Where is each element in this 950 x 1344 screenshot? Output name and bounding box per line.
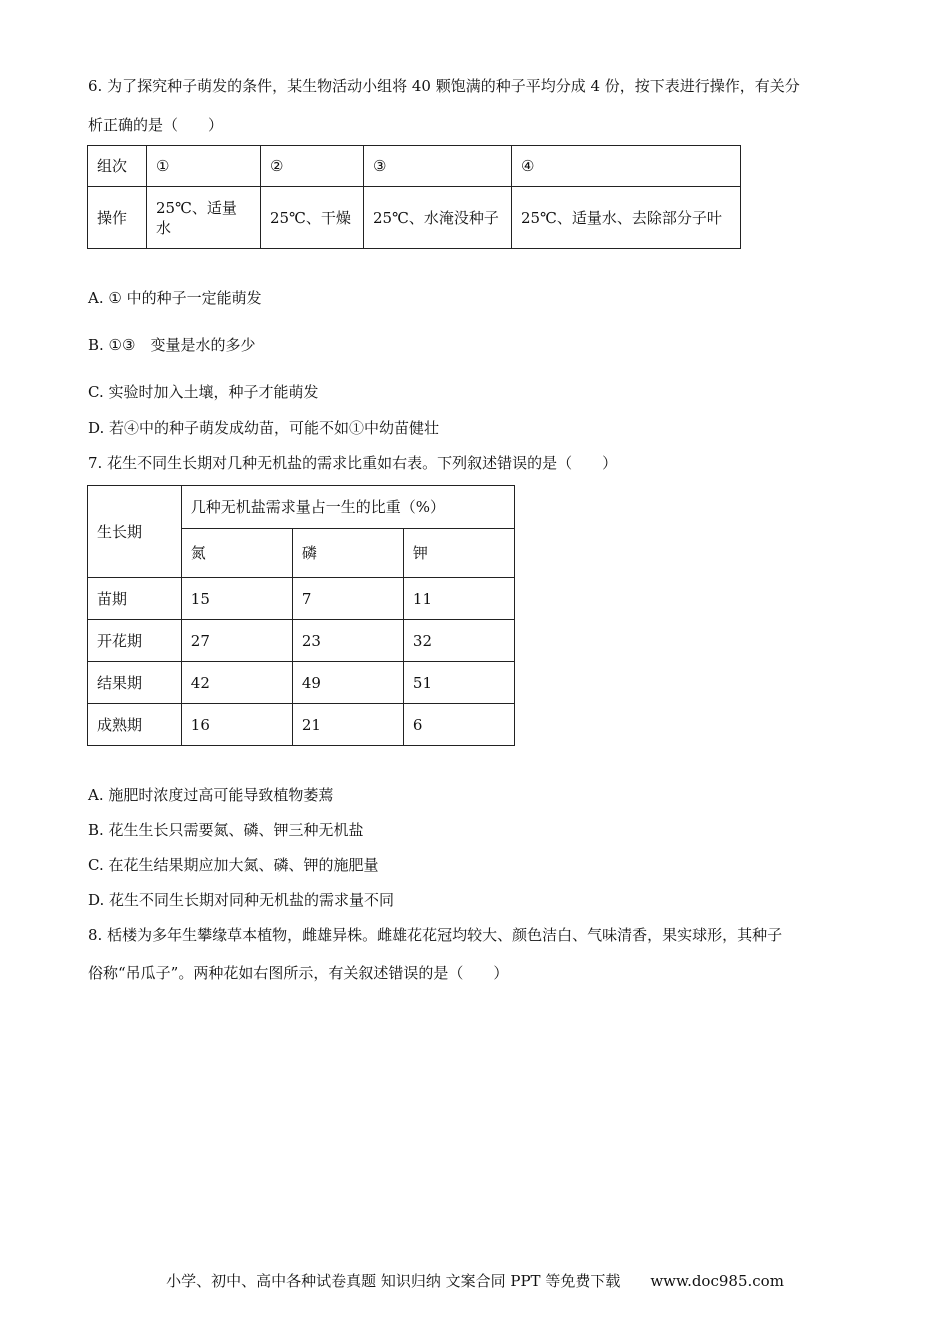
table-cell: ② xyxy=(261,146,364,187)
table-row xyxy=(88,620,515,662)
q6-option-b: B. ①③ 变量是水的多少 xyxy=(88,336,256,354)
column-header-cell: 氮 xyxy=(181,529,292,578)
value-cell: 49 xyxy=(292,662,403,704)
table-cell: ④ xyxy=(512,146,741,187)
value-cell: 32 xyxy=(403,620,514,662)
stage-cell: 成熟期 xyxy=(88,704,182,746)
value-cell: 23 xyxy=(292,620,403,662)
table-row xyxy=(88,187,741,249)
q6-table xyxy=(87,145,741,249)
q6-stem-line2: 析正确的是（ ） xyxy=(88,116,224,134)
table-row xyxy=(88,704,515,746)
table-row xyxy=(88,578,515,620)
q7-stem: 7. 花生不同生长期对几种无机盐的需求比重如右表。下列叙述错误的是（ ） xyxy=(88,454,618,472)
table-cell: 25℃、适量水、去除部分子叶 xyxy=(512,187,741,249)
row-header-cell: 生长期 xyxy=(88,486,182,578)
table-cell: 25℃、干燥 xyxy=(261,187,364,249)
value-cell: 21 xyxy=(292,704,403,746)
page-footer: 小学、初中、高中各种试卷真题 知识归纳 文案合同 PPT 等免费下载 www.doc985.com xyxy=(166,1272,784,1290)
table-cell: 操作 xyxy=(88,187,147,249)
q8-stem-line1: 8. 栝楼为多年生攀缘草本植物，雌雄异株。雌雄花花冠均较大、颜色洁白、气味清香，果实球形，其种子 xyxy=(88,926,783,944)
value-cell: 27 xyxy=(181,620,292,662)
stage-cell: 苗期 xyxy=(88,578,182,620)
column-header-cell: 钾 xyxy=(403,529,514,578)
value-cell: 11 xyxy=(403,578,514,620)
q6-option-c: C. 实验时加入土壤，种子才能萌发 xyxy=(88,383,319,401)
value-cell: 7 xyxy=(292,578,403,620)
group-header-cell: 几种无机盐需求量占一生的比重（%） xyxy=(181,486,514,529)
table-row xyxy=(88,662,515,704)
q6-option-a: A. ① 中的种子一定能萌发 xyxy=(88,289,262,307)
table-cell: 25℃、水淹没种子 xyxy=(364,187,512,249)
value-cell: 6 xyxy=(403,704,514,746)
table-row xyxy=(88,146,741,187)
value-cell: 42 xyxy=(181,662,292,704)
q6-option-d: D. 若④中的种子萌发成幼苗，可能不如①中幼苗健壮 xyxy=(88,419,440,437)
q7-option-a: A. 施肥时浓度过高可能导致植物萎蔫 xyxy=(88,786,334,804)
value-cell: 15 xyxy=(181,578,292,620)
q7-option-c: C. 在花生结果期应加大氮、磷、钾的施肥量 xyxy=(88,856,379,874)
column-header-cell: 磷 xyxy=(292,529,403,578)
q7-table xyxy=(87,485,515,746)
q8-stem-line2: 俗称“吊瓜子”。两种花如右图所示，有关叙述错误的是（ ） xyxy=(88,964,509,982)
q7-option-b: B. 花生生长只需要氮、磷、钾三种无机盐 xyxy=(88,821,364,839)
table-cell: ① xyxy=(147,146,261,187)
table-row xyxy=(88,486,515,529)
table-cell: 25℃、适量水 xyxy=(147,187,261,249)
q6-stem-line1: 6. 为了探究种子萌发的条件，某生物活动小组将 40 颗饱满的种子平均分成 4 份，按下表进行操作，有关分 xyxy=(88,77,800,95)
stage-cell: 开花期 xyxy=(88,620,182,662)
table-cell: ③ xyxy=(364,146,512,187)
table-cell: 组次 xyxy=(88,146,147,187)
value-cell: 16 xyxy=(181,704,292,746)
stage-cell: 结果期 xyxy=(88,662,182,704)
q7-option-d: D. 花生不同生长期对同种无机盐的需求量不同 xyxy=(88,891,395,909)
value-cell: 51 xyxy=(403,662,514,704)
